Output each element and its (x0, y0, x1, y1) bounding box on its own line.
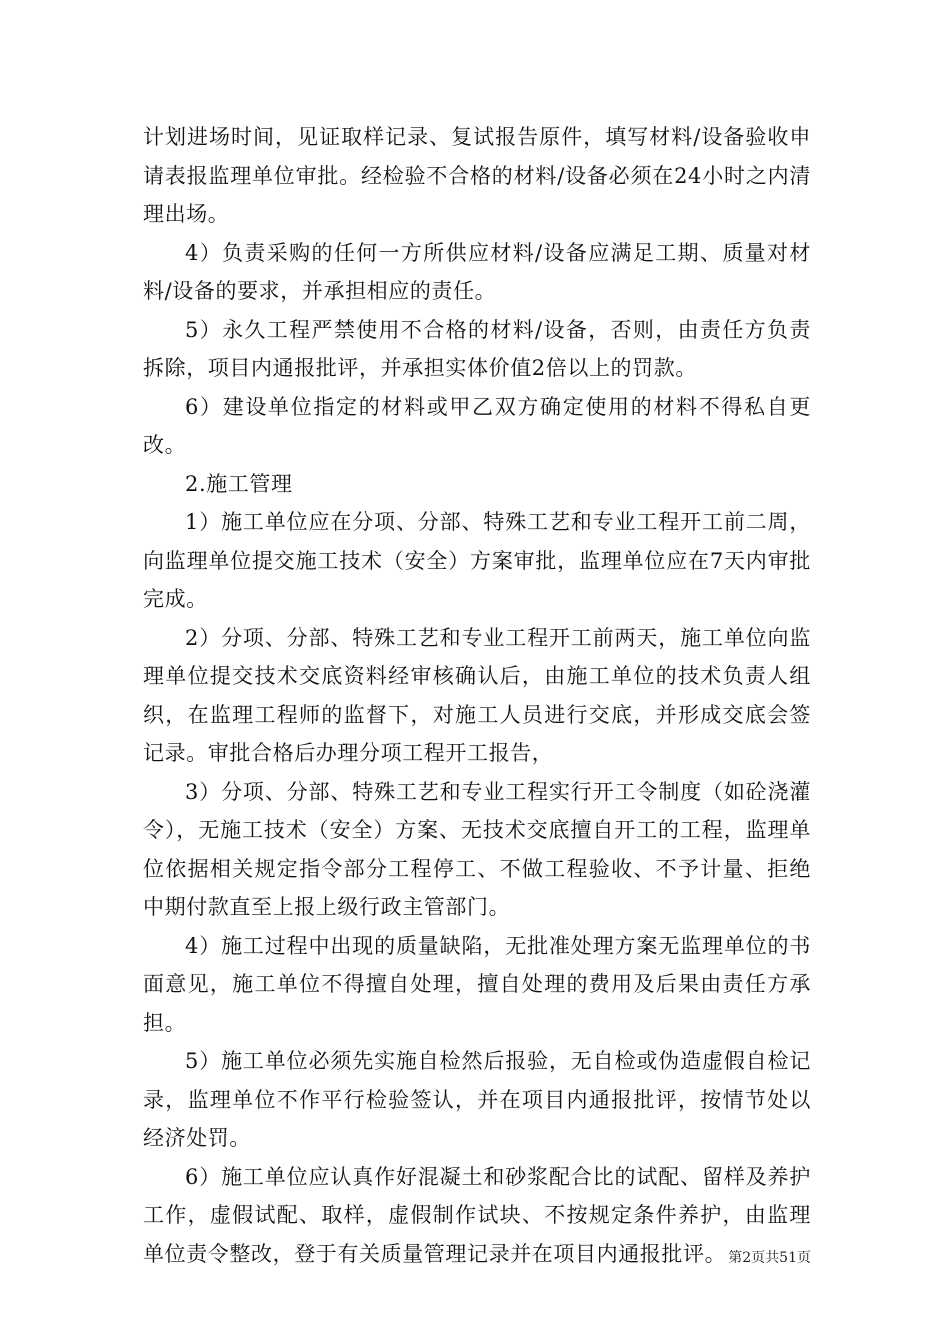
paragraph-item-1-plan-approval: 1）施工单位应在分项、分部、特殊工艺和专业工程开工前二周，向监理单位提交施工技术（安全）方案审批，监理单位应在7天内审批完成。 (143, 510, 811, 611)
paragraph-item-6-designated-materials: 6）建设单位指定的材料或甲乙双方确定使用的材料不得私自更改。 (143, 394, 811, 457)
paragraph-continuation: 计划进场时间，见证取样记录、复试报告原件，填写材料/设备验收申请表报监理单位审批。经检验不合格的材料/设备必须在24小时之内清理出场。 (143, 125, 811, 226)
paragraph-item-5-prohibition: 5）永久工程严禁使用不合格的材料/设备，否则，由责任方负责拆除，项目内通报批评，并承担实体价值2倍以上的罚款。 (143, 317, 811, 380)
paragraph-item-5-self-inspection: 5）施工单位必须先实施自检然后报验，无自检或伪造虚假自检记录，监理单位不作平行检验签认，并在项目内通报批评，按情节处以经济处罚。 (143, 1049, 811, 1150)
paragraph-item-3-start-order: 3）分项、分部、特殊工艺和专业工程实行开工令制度（如砼浇灌令），无施工技术（安全）方案、无技术交底擅自开工的工程，监理单位依据相关规定指令部分工程停工、不做工程验收、不予计量、拒绝中期付款直至上报上级行政主管部门。 (143, 779, 811, 919)
page-number-footer: 第2页共51页 (728, 1250, 811, 1266)
paragraph-item-4-procurement: 4）负责采购的任何一方所供应材料/设备应满足工期、质量对材料/设备的要求，并承担相应的责任。 (143, 240, 811, 303)
document-body (143, 118, 811, 1273)
paragraph-item-4-quality-defects: 4）施工过程中出现的质量缺陷，无批准处理方案无监理单位的书面意见，施工单位不得擅自处理，擅自处理的费用及后果由责任方承担。 (143, 933, 811, 1035)
paragraph-item-2-technical-briefing: 2）分项、分部、特殊工艺和专业工程开工前两天，施工单位向监理单位提交技术交底资料经审核确认后，由施工单位的技术负责人组织，在监理工程师的监督下，对施工人员进行交底，并形成交底会签记录。审批合格后办理分项工程开工报告， (143, 625, 811, 765)
section-heading-construction-management: 2.施工管理 (185, 471, 293, 496)
paragraph-item-6-mix-ratio: 6）施工单位应认真作好混凝土和砂浆配合比的试配、留样及养护工作，虚假试配、取样，虚假制作试块、不按规定条件养护，由监理单位责令整改，登于有关质量管理记录并在项目内通报批评。 (143, 1164, 811, 1266)
